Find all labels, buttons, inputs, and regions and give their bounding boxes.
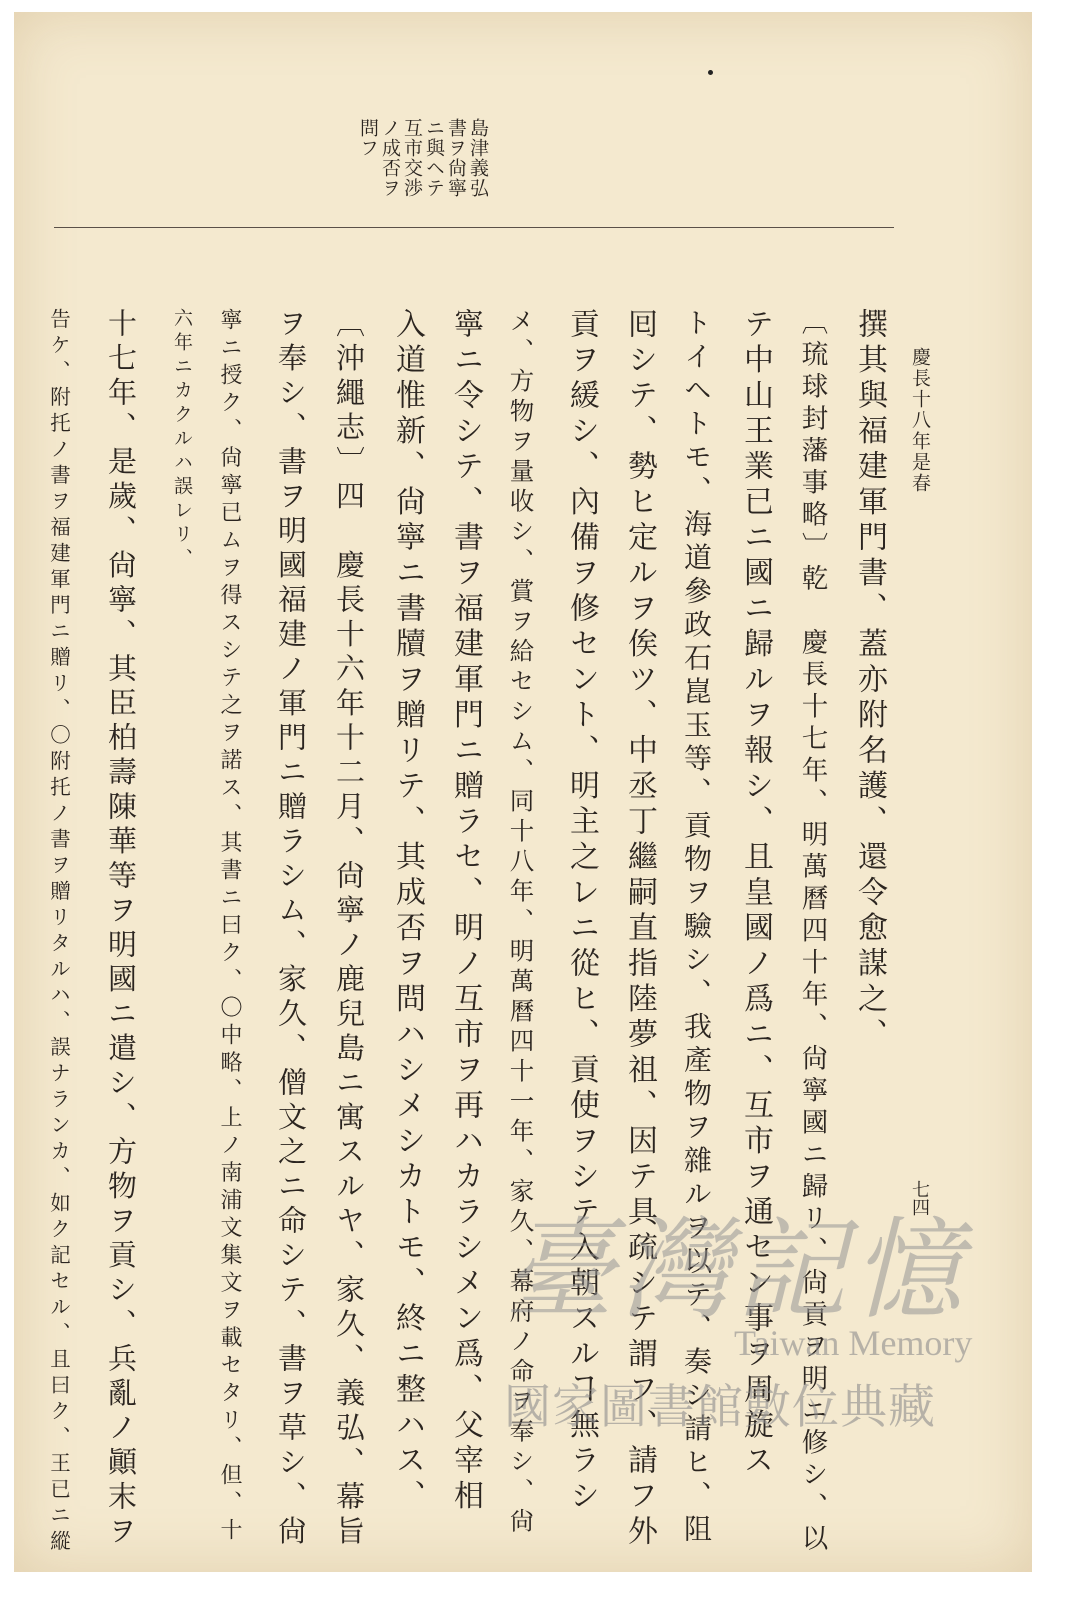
text-column: 〔琉球封藩事略〕乾 慶長十七年、明萬曆四十年、尙寧國ニ歸リ、尙貢ヲ明ニ修シ、以: [796, 308, 828, 1556]
text-column: 寧ニ令シテ、書ヲ福建軍門ニ贈ラセ、明ノ互市ヲ再ハカラシメン爲、父宰相: [448, 308, 483, 1515]
text-column: 告ケ、附托ノ書ヲ福建軍門ニ贈リ、〇附托ノ書ヲ贈リタルハ、誤ナランカ、如ク記セル、且曰ク、王已ニ縱: [46, 308, 71, 1556]
text-column: 貢ヲ緩シ、內備ヲ修セント、明主之レニ從ヒ、貢使ヲシテ入朝スルヿ無ラシ: [564, 308, 599, 1515]
margin-note-line: 島津義弘: [467, 118, 489, 198]
text-column: 寧ニ授ク、尙寧已ムヲ得スシテ之ヲ諾ス、其書ニ曰ク、〇中略、上ノ南浦文集文ヲ載セタリ、但、十: [217, 308, 242, 1546]
watermark-chinese: 國家圖書館數位典藏: [504, 1380, 936, 1435]
watermark: [484, 1182, 1004, 1482]
watermark-english: Taiwan Memory: [734, 1323, 973, 1363]
header-divider: [54, 227, 894, 228]
margin-note-line: ノ成否ヲ: [379, 118, 401, 198]
text-column: 入道惟新、尙寧ニ書牘ヲ贈リテ、其成否ヲ問ハシメシカトモ、終ニ整ハス、: [390, 308, 425, 1515]
text-column: ヲ奉シ、書ヲ明國福建ノ軍門ニ贈ラシム、家久、僧文之ニ命シテ、書ヲ草シ、尙: [274, 308, 308, 1550]
ink-speck: [708, 70, 713, 75]
running-header-title: 慶長十八年是春: [909, 347, 931, 494]
page-number: 七四: [909, 1180, 930, 1216]
text-column: テ中山王業已ニ國ニ歸ルヲ報シ、且皇國ノ爲ニ、互市ヲ通セン事ヲ周旋ス: [738, 308, 773, 1480]
document-page: [14, 12, 1032, 1572]
margin-note-line: 互市交渉: [401, 118, 423, 198]
margin-note-line: 書ヲ尙寧: [445, 118, 467, 198]
margin-note-line: 問フ: [357, 118, 379, 158]
text-column: 十七年、是歲、尙寧、其臣柏壽陳華等ヲ明國ニ遣シ、方物ヲ貢シ、兵亂ノ顚末ヲ: [104, 308, 138, 1550]
watermark-script: 臺灣記憶: [504, 1206, 968, 1334]
margin-note-line: ニ與ヘテ: [423, 118, 445, 198]
text-column: 囘シテ、勢ヒ定ルヲ俟ツ、中丞丁繼嗣直指陸夢祖、因テ具疏シテ謂フ、請フ外: [622, 308, 657, 1551]
text-column: 〔沖繩志〕四 慶長十六年十二月、尙寧ノ鹿兒島ニ寓スルヤ、家久、義弘、幕旨: [332, 308, 366, 1550]
text-column: メ、方物ヲ量收シ、賞ヲ給セシム、同十八年、明萬曆四十一年、家久、幕府ノ命ヲ奉シ、尙: [506, 308, 536, 1538]
text-column-note: 六年ニカクルハ誤レリ、: [171, 308, 193, 572]
text-column: 撰其與福建軍門書、蓋亦附名護、還令愈謀之、: [852, 308, 887, 1054]
text-column: トイヘトモ、海道參政石崑玉等、貢物ヲ驗シ、我產物ヲ雜ルヲ以テ、奏シ請ヒ、阻: [680, 308, 713, 1548]
